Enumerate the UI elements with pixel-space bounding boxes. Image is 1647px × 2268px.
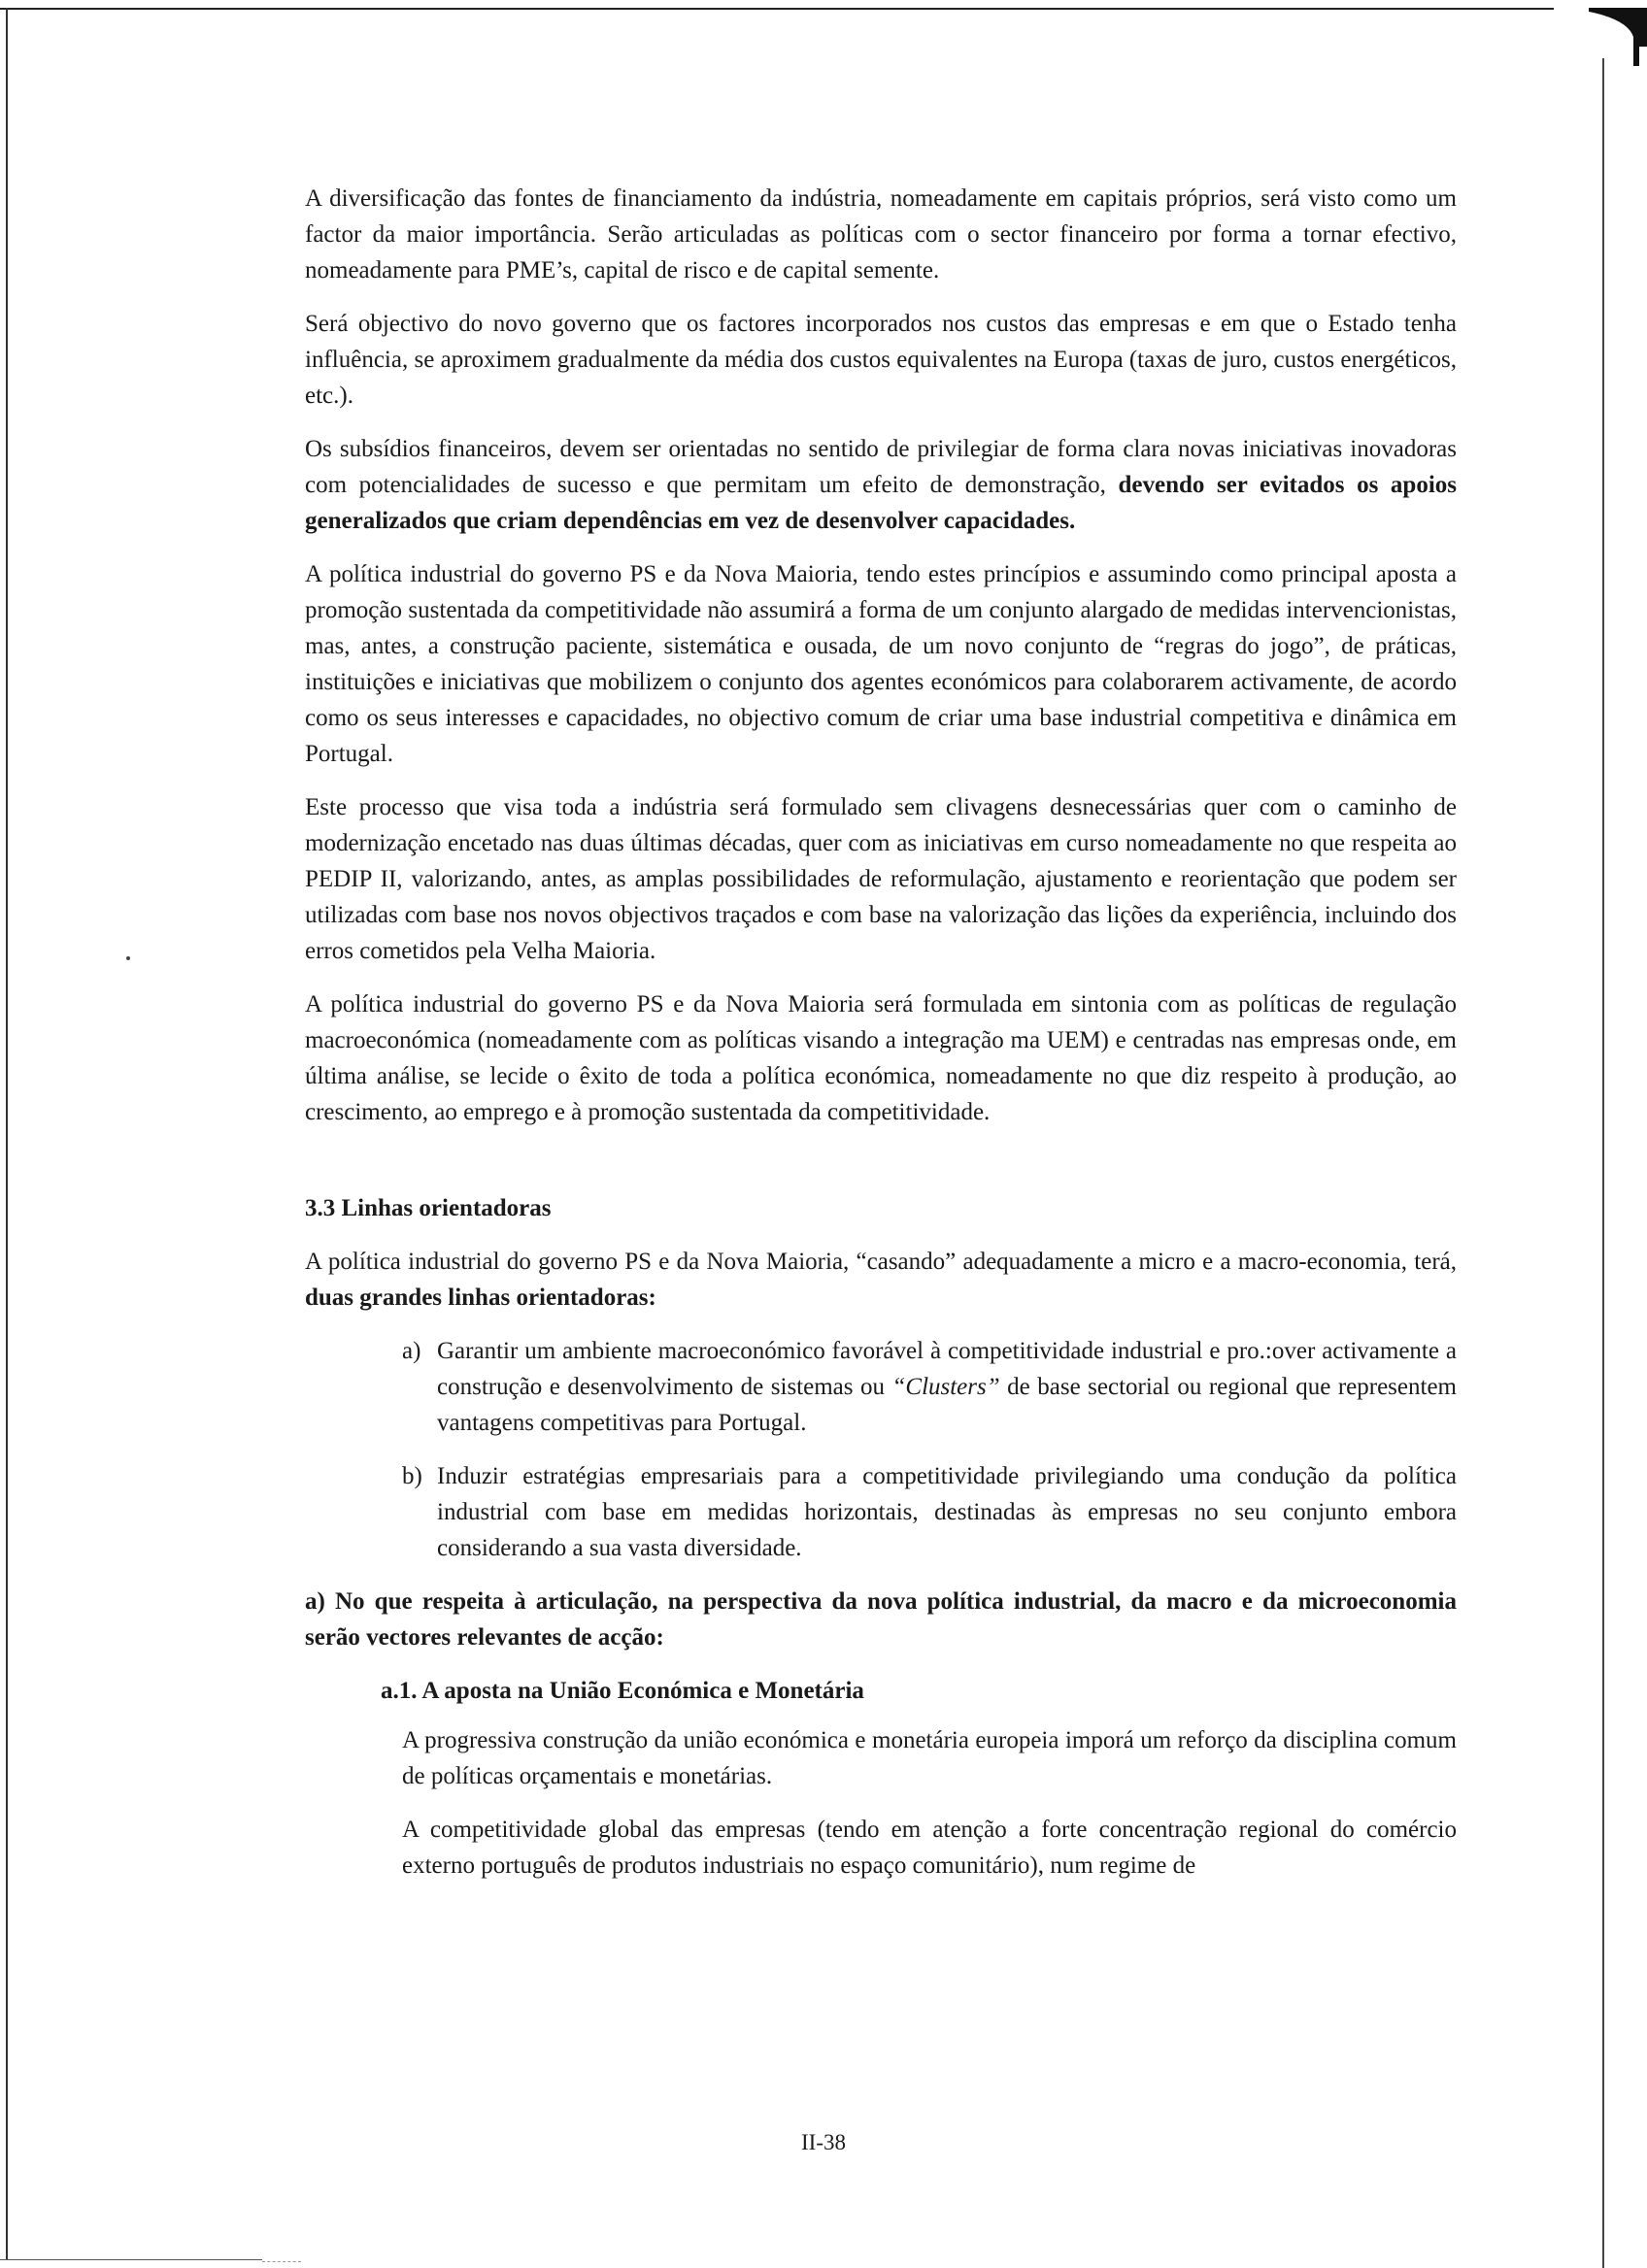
subsection-paragraph: A competitividade global das empresas (tendo em atenção a forte concentração regional do comércio externo português de produtos industriais no espaço comunitário), num regime de (402, 1817, 1457, 1879)
list-item-text-italic: “Clusters” (891, 1374, 1000, 1400)
scan-border-bottom (0, 2259, 262, 2260)
paragraph-process: Este processo que visa toda a indústria será formulado sem clivagens desnecessárias quer com o caminho de modernização encetado nas duas últimas décadas, quer com as iniciativas em curso nomeadamente no que respeita ao PEDIP II, valorizando, antes, as amplas possibilidades de reformulação, ajustamento e reorientação que podem ser utilizadas com base nos novos objectivos traçados e com base na valorização das lições da experiência, incluindo dos erros cometidos pela Velha Maioria. (305, 794, 1457, 964)
section-intro (305, 1244, 1457, 1316)
scan-border-bottom-dashed (262, 2261, 301, 2262)
subsection-paragraph: A progressiva construção da união económica e monetária europeia imporá um reforço da disciplina comum de políticas orçamentais e monetárias. (402, 1727, 1457, 1789)
list-item-text-before: Garantir um ambiente macroeconómico favorável à competitividade industrial e pro.:over activamente a construção e desenvolvimento de sistemas ou (437, 1338, 1457, 1400)
subsection-heading: a.1. A aposta na União Económica e Monetária (381, 1678, 864, 1704)
paragraph-subsidies (305, 431, 1457, 539)
list-item-text: Induzir estratégias empresariais para a competitividade privilegiando uma condução da política industrial com base em medidas horizontais, destinadas às empresas no seu conjunto embora considerando a sua vasta diversidade. (437, 1463, 1457, 1561)
list-item (402, 1333, 1457, 1441)
scan-corner-mark (1589, 8, 1647, 66)
bold-paragraph: a) No que respeita à articulação, na perspectiva da nova política industrial, da macro e da microeconomia serão vectores relevantes de acção: (305, 1588, 1457, 1651)
paragraph-macro-regulation: A política industrial do governo PS e da Nova Maioria será formulada em sintonia com as políticas de regulação macroeconómica (nomeadamente com as políticas visando a integração ma UEM) e centradas nas empresas onde, em última análise, se lecide o êxito de toda a política económica, nomeadamente no que diz respeito à produção, ao crescimento, ao emprego e à promoção sustentada da competitividade. (305, 991, 1457, 1125)
page-number: II-38 (801, 2130, 846, 2154)
guidelines-list (305, 1333, 1457, 1566)
paragraph-financing: A diversificação das fontes de financiamento da indústria, nomeadamente em capitais próprios, será visto como um factor da maior importância. Serão articuladas as políticas com o sector financeiro por forma a tornar efectivo, nomeadamente para PME’s, capital de risco e de capital semente. (305, 185, 1457, 284)
list-item-text (437, 1333, 1457, 1441)
paragraph-costs: Será objectivo do novo governo que os factores incorporados nos custos das empresas e em que o Estado tenha influência, se aproximem gradualmente da média dos custos equivalentes na Europa (taxas de juro, custos energéticos, etc.). (305, 311, 1457, 409)
section-intro-plain: A política industrial do governo PS e da Nova Maioria, “casando” adequadamente a micro e a macro-economia, terá, (305, 1249, 1457, 1275)
page-body (305, 181, 1457, 1901)
scan-border-left (6, 8, 8, 2260)
list-marker: b) (402, 1463, 422, 1489)
subsection-body (305, 1722, 1457, 1884)
paragraph-industrial-policy: A política industrial do governo PS e da Nova Maioria, tendo estes princípios e assumindo como principal aposta a promoção sustentada da competitividade não assumirá a forma de um conjunto alargado de medidas intervencionistas, mas, antes, a construção paciente, sistemática e ousada, de um novo conjunto de “regras do jogo”, de práticas, instituições e iniciativas que mobilizem o conjunto dos agentes económicos para colaborarem activamente, de acordo como os seus interesses e capacidades, no objectivo comum de criar uma base industrial competitiva e dinâmica em Portugal. (305, 561, 1457, 767)
section-heading: 3.3 Linhas orientadoras (305, 1195, 552, 1221)
scan-border-right (1602, 58, 1604, 2268)
section-intro-bold: duas grandes linhas orientadoras: (305, 1284, 656, 1311)
scan-border-top (0, 8, 1554, 10)
scan-speck (126, 956, 130, 960)
list-marker: a) (402, 1338, 421, 1364)
paragraph-subsidies-bold: devendo ser evitados os apoios generalizados que criam dependências em vez de desenvolver capacidades. (305, 472, 1457, 534)
list-item (402, 1458, 1457, 1566)
paragraph-subsidies-plain: Os subsídios financeiros, devem ser orientadas no sentido de privilegiar de forma clara novas iniciativas inovadoras com potencialidades de sucesso e que permitam um efeito de demonstração, (305, 436, 1457, 498)
list-item-text-after: de base sectorial ou regional que representem vantagens competitivas para Portugal. (437, 1374, 1457, 1436)
